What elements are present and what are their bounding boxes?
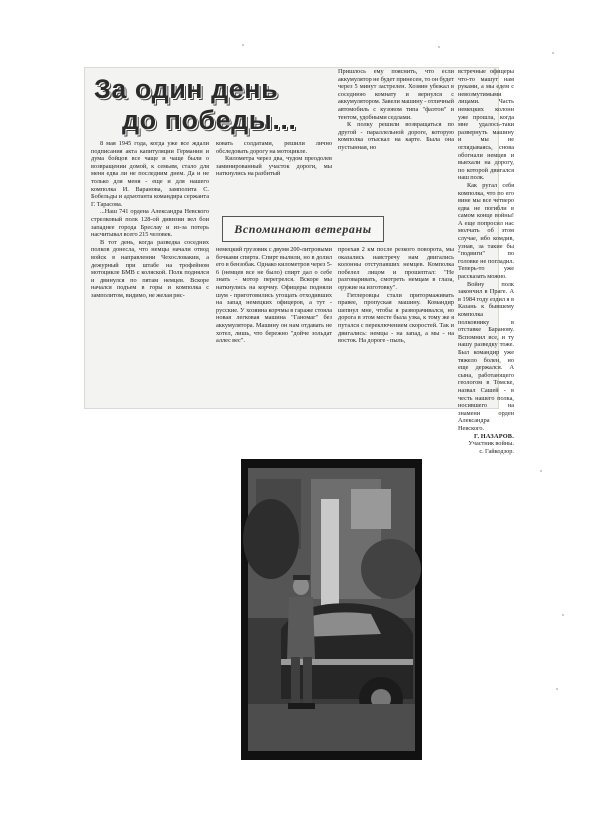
scan-speck [540,470,542,472]
paragraph: Километра через два, чудом преодолев заминированный участок дороги, мы наткнулись на разбитый [216,155,332,178]
historical-photo [241,459,422,760]
headline-line-1: За один день [94,74,279,104]
column-2-top [216,140,332,212]
scan-speck [562,614,564,616]
scan-speck [242,44,244,46]
column-3-top [338,68,454,214]
paragraph: Гитлеровцы стали притормаживать правее, пропуская машину. Командир шепнул мне, чтобы я разворачивался, но дорога в этом месте была узка, к тому же я путался с переключением скоростей. Так и двигались: немцы - на запад, а мы - на восток. На дороге - пыль, [338,291,454,345]
photo-image [241,459,422,760]
rubric-banner [222,216,384,242]
paragraph: К полку решили возвращаться по другой - параллельной дороге, которую комполка отыскал на карте. Была она пустынная, но [338,121,454,151]
paragraph: В тот день, когда разведка соседних полков донесла, что немцы начали отвод войск в направлении Чехословакии, а дежурный при штабе на трофейном мотоцикле БМВ с коляской. Полк поднялся и двинулся по пятам немцев. Вскоре начался подъем в горы и комполка с замполитом, видимо, не желая рис- [91,238,209,299]
paragraph: ковать солдатами, решили лично обследовать дорогу на мотоцикле. [216,140,332,155]
author-role: Участник войны. [468,440,514,448]
paragraph: Войну полк закончил в Праге. А в 1984 году ездил я в Казань к бывшему комполка полковнику в отставке Баранову. Вспомнил все, и ту нашу разведку тоже. Был командир уже тяжело болен, но еще держался. А сына, работающего геологом в Томске, назвал Сашей - в честь нашего полка, носившего на знамени орден Александра Невского. [458,280,514,432]
paragraph: ...Наш 741 ордена Александра Невского стрелковый полк 128-ой дивизии вел бои западнее города Бреслау и из-за потерь насчитывал всего 215 человек. [91,208,209,239]
scan-speck [556,688,558,690]
scan-speck [552,52,554,54]
author-place: с. Гайкодзор. [479,447,514,455]
article-headline [90,72,326,138]
paragraph: проехав 2 км после резкого поворота, мы оказались навстречу нам двигались колонны отступавших немцев. Комполка побелел лицом и прошептал: "Не разговаривать, смотреть немцам в глаза, оружие на изготовку". [338,246,454,291]
column-3-bottom [338,246,454,406]
paragraph: Как ругал себя комполка, что по его вине мы все четверо едва не погибли в самом конце войны! А еще попросил нас молчать об этом случае, ибо комдив, узнав, за такие бы "подвиги" по головке не погладил. Теперь-то уже рассказать можно. [458,181,514,281]
column-4 [458,68,514,455]
headline-line-2: до победы... [122,105,297,135]
column-2-bottom [216,246,332,406]
scan-speck [438,46,440,48]
author-name: Г. НАЗАРОВ. [474,432,514,440]
paragraph: Пришлось ему пояснить, что если аккумулятор не будет принесен, то он будет через 5 минут застрелен. Хозяин убежал в соседнюю комнату и вернулся с аккумулятором. Завели машину - отличный автомобиль с кузовом типа "фаэтон" и тентом, удобными седлами. [338,68,454,121]
paragraph: немецкий грузовик с двумя 200-литровыми бочками спирта. Спирт вылили, но в долил его в бензобак. Однако километров через 5-6 (немцев все не было) спирт дал о себе знать - мотор перегрелся. Вскоре мы наткнулись на корчму. Офицеры подняли шум - приготовились угощать отходивших на запад немецких офицеров, а тут - русские. У хозяина корчмы в гараже стояла новая легковая машина "Ганомаг" без аккумулятора. Машину он нам отдавать не хотел, лишь, что бережно "дойче зольдат аллес вес". [216,246,332,345]
column-1 [91,140,209,406]
paragraph: встречные офицеры что-то машут нам руками, а мы едем с невозмутимыми лицами. Часть немецких колонн уже прошла, когда мне удалось-таки развернуть машину и мы не оглядываясь, снова обогнали немцев и выехали на дорогу, по которой двигался наш полк. [458,68,514,182]
paragraph: 8 мая 1945 года, когда уже все ждали подписания акта капитуляции Германии и дума бойцов все чаще и чаще были о возвращении домой, к семьям, стало для меня едва ли не последним днем. Да и не только для меня - еще и для нашего комполка И. Варанова, замполита С. Бобельды и адъютанта командира сержанта Г. Тарасова. [91,140,209,208]
rubric-label: Вспоминают ветераны [234,221,372,236]
